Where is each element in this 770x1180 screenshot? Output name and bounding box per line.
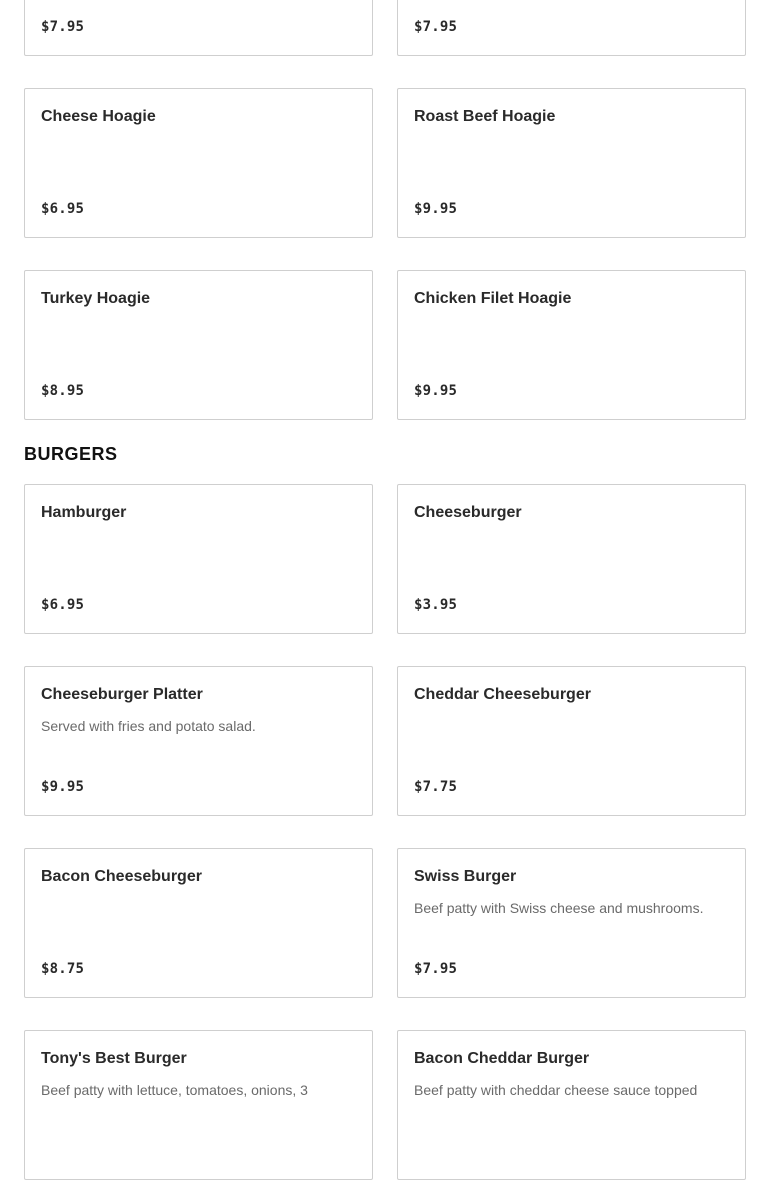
item-price: $7.95 [414,19,458,35]
menu-item-card[interactable] [397,484,746,634]
menu-item-card[interactable] [397,666,746,816]
menu-item-card[interactable] [24,0,373,56]
item-description: Beef patty with cheddar cheese sauce topped [414,1082,698,1098]
menu-item-card[interactable] [24,88,373,238]
menu-item-card[interactable] [397,0,746,56]
item-name: Roast Beef Hoagie [414,108,556,125]
item-name: Cheeseburger [414,504,522,521]
item-price: $6.95 [41,597,85,613]
item-price: $8.95 [41,383,85,399]
item-price: $6.95 [41,201,85,217]
menu-item-card[interactable] [24,270,373,420]
menu-item-card[interactable] [397,270,746,420]
item-name: Tony's Best Burger [41,1050,187,1067]
menu-item-card[interactable] [24,484,373,634]
item-price: $7.95 [41,19,85,35]
menu-item-card[interactable] [397,848,746,998]
item-price: $3.95 [414,597,458,613]
menu-item-card[interactable] [24,666,373,816]
item-price: $7.75 [414,779,458,795]
item-name: Cheese Hoagie [41,108,156,125]
item-description: Beef patty with Swiss cheese and mushrooms. [414,900,704,916]
item-description: Beef patty with lettuce, tomatoes, onions, 3 [41,1082,308,1098]
item-price: $8.75 [41,961,85,977]
item-name: Swiss Burger [414,868,517,885]
item-name: Hamburger [41,504,127,521]
item-name: Cheddar Cheeseburger [414,686,591,703]
menu-item-card[interactable] [397,1030,746,1180]
item-price: $7.95 [414,961,458,977]
menu-item-card[interactable] [24,848,373,998]
item-name: Bacon Cheeseburger [41,868,202,885]
menu-item-card[interactable] [24,1030,373,1180]
item-name: Chicken Filet Hoagie [414,290,572,307]
section-title-burgers: BURGERS [24,444,118,464]
item-name: Turkey Hoagie [41,290,151,307]
item-name: Bacon Cheddar Burger [414,1050,590,1067]
menu-item-card[interactable] [397,88,746,238]
item-price: $9.95 [414,201,458,217]
item-price: $9.95 [414,383,458,399]
item-price: $9.95 [41,779,85,795]
item-description: Served with fries and potato salad. [41,718,256,734]
item-name: Cheeseburger Platter [41,686,203,703]
